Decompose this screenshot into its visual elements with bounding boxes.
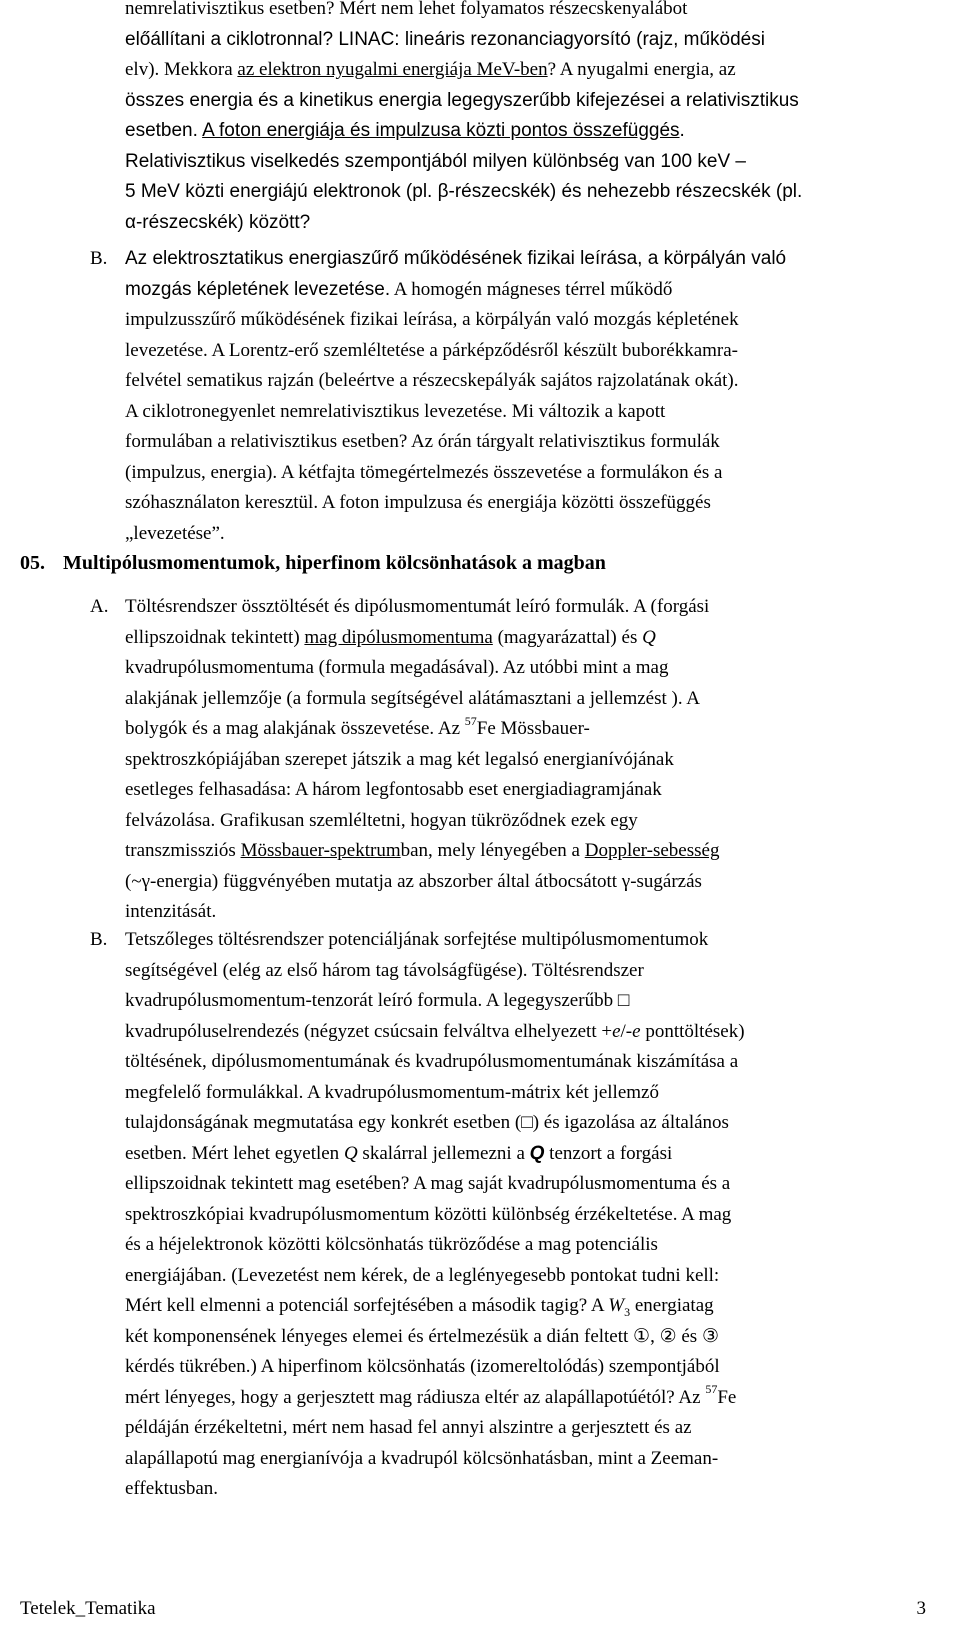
text-line: alapállapotú mag energianívója a kvadrupól kölcsönhatásban, mint a Zeeman-: [125, 1447, 719, 1469]
symbol-q: Q: [642, 626, 656, 648]
text-line: (~γ-energia) függvényében mutatja az abszorber által átbocsátott γ-sugárzás: [125, 870, 702, 892]
text-line: α-részecskék) között?: [125, 211, 311, 233]
text-line: Relativisztikus viselkedés szempontjából milyen különbség van 100 keV –: [125, 150, 746, 172]
prev-part-b: [90, 244, 915, 549]
text-line: szóhasználaton keresztül. A foton impulzusa és energiája közötti összefüggés: [125, 492, 711, 513]
text-fragment: bolygók és a mag alakjának összevetése. Az: [125, 718, 465, 739]
text-line: [125, 55, 915, 86]
text-fragment: esetben. Mért lehet egyetlen: [125, 1142, 344, 1164]
text-fragment: tenzort a forgási: [544, 1142, 673, 1164]
section-number: 05.: [20, 552, 45, 574]
text-line: effektusban.: [125, 1478, 219, 1499]
text-line: impulzusszűrő működésének fizikai leírása, a körpályán való mozgás képletének: [125, 309, 739, 330]
text-fragment: Fe: [717, 1386, 737, 1408]
text-fragment: .: [679, 120, 685, 141]
text-fragment: A homogén mágneses térrel működő: [390, 278, 673, 300]
text-fragment: mért lényeges, hogy a gerjesztett mag rádiusza eltér az alapállapotúétól? Az: [125, 1386, 706, 1408]
link-doppler-velocity[interactable]: Doppler-sebesség: [584, 840, 720, 861]
superscript-mass-number: 57: [705, 1382, 718, 1397]
text-line: kvadrupólusmomentum-tenzorát leíró formula. A legegyszerűbb □: [125, 990, 630, 1011]
text-line: Az elektrosztatikus energiaszűrő működésének fizikai leírása, a körpályán való: [125, 248, 787, 269]
text-line: példáján érzékeltetni, mért nem hasad fel annyi alszintre a gerjesztett és az: [125, 1417, 692, 1438]
text-fragment: transzmissziós: [125, 840, 241, 861]
text-line: nemrelativisztikus esetben? Mért nem lehet folyamatos részecskenyalábot: [125, 0, 688, 19]
part-marker: B.: [90, 929, 108, 950]
text-line: felvétel sematikus rajzán (beleértve a részecskepályák sajátos rajzolatának okát).: [125, 370, 739, 391]
text-line: két komponensének lényeges elemei és értelmezésük a dián feltett ①, ② és ③: [125, 1325, 719, 1347]
text-fragment: ? A nyugalmi energia, az: [547, 59, 736, 80]
text-line: [125, 1383, 915, 1414]
text-fragment: (magyarázattal) és: [492, 626, 643, 648]
symbol-e: e: [632, 1020, 641, 1042]
section-title: Multipólusmomentumok, hiperfinom kölcsönhatások a magban: [63, 552, 606, 574]
text-fragment: Fe Mössbauer-: [476, 718, 590, 739]
subscript-3: 3: [624, 1304, 631, 1319]
text-line: energiájában. (Levezetést nem kérek, de a leglényegesebb pontokat tudni kell:: [125, 1264, 720, 1286]
text-fragment: mozgás képletének levezetése.: [125, 278, 391, 300]
text-line: (impulzus, energia). A kétfajta tömegértelmezés összevetése a formulákon és a: [125, 461, 723, 483]
text-line: [125, 116, 915, 147]
link-nuclear-dipole-moment[interactable]: mag dipólusmomentuma: [304, 626, 493, 648]
part-marker: B.: [90, 248, 108, 269]
text-fragment: energiatag: [630, 1295, 714, 1316]
link-photon-energy-momentum[interactable]: A foton energiája és impulzusa közti pontos összefüggés: [202, 120, 680, 141]
text-fragment: skalárral jellemezni a: [357, 1142, 530, 1164]
superscript-mass-number: 57: [464, 713, 477, 728]
text-line: esetleges felhasadása: A három legfontosabb eset energiadiagramjának: [125, 779, 662, 800]
link-electron-rest-energy[interactable]: az elektron nyugalmi energiája MeV-ben: [237, 59, 548, 80]
text-line: és a héjelektronok közötti kölcsönhatás tükröződése a mag potenciális: [125, 1234, 658, 1255]
link-mossbauer-spectrum[interactable]: Mössbauer-spektrum: [240, 840, 401, 861]
text-line: 5 MeV közti energiájú elektronok (pl. β-részecskék) és nehezebb részecskék (pl.: [125, 181, 803, 202]
text-line: segítségével (elég az első három tag távolságfügése). Töltésrendszer: [125, 959, 644, 981]
symbol-q-tensor: Q: [529, 1142, 545, 1164]
text-line: alakjának jellemzője (a formula segítségével alátámasztani a jellemzést ). A: [125, 687, 701, 709]
symbol-w: W: [608, 1295, 625, 1316]
text-line: intenzitását.: [125, 901, 217, 922]
text-fragment: kvadrupóluselrendezés (négyzet csúcsain felváltva elhelyezett +: [125, 1020, 613, 1042]
text-line: kvadrupólusmomentuma (formula megadásával). Az utóbbi mint a mag: [125, 657, 669, 678]
text-line: formulában a relativisztikus esetben? Az órán tárgyalt relativisztikus formulák: [125, 431, 720, 452]
text-line: [125, 275, 915, 306]
text-fragment: elv). Mekkora: [125, 59, 238, 80]
text-line: kérdés tükrében.) A hiperfinom kölcsönhatás (izomereltolódás) szempontjából: [125, 1356, 720, 1377]
text-line: spektroszkópiai kvadrupólusmomentum közötti különbség érzékeltetése. A mag: [125, 1203, 732, 1225]
text-line: [125, 836, 915, 867]
text-line: [125, 1139, 915, 1170]
text-fragment: ellipszoidnak tekintett): [125, 626, 305, 648]
text-line: felvázolása. Grafikusan szemléltetni, hogyan tükröződnek ezek egy: [125, 809, 638, 831]
text-line: Töltésrendszer össztöltését és dipólusmomentumát leíró formulák. A (forgási: [125, 596, 710, 617]
text-line: ellipszoidnak tekintett mag esetében? A mag saját kvadrupólusmomentuma és a: [125, 1173, 731, 1194]
text-line: levezetése. A Lorentz-erő szemléltetése a párképződésről készült buborékkamra-: [125, 339, 738, 361]
text-fragment: Mért kell elmenni a potenciál sorfejtésében a második tagig? A: [125, 1295, 609, 1316]
part-b: [90, 925, 915, 1505]
text-line: A ciklotronegyenlet nemrelativisztikus levezetése. Mi változik a kapott: [125, 400, 666, 422]
text-line: tulajdonságának megmutatása egy konkrét esetben (□) és igazolása az általános: [125, 1112, 729, 1133]
footer-document-name: Tetelek_Tematika: [20, 1598, 156, 1619]
part-a: [90, 592, 915, 928]
symbol-q: Q: [343, 1142, 358, 1164]
text-line: megfelelő formulákkal. A kvadrupólusmomentum-mátrix két jellemző: [125, 1081, 659, 1103]
text-line: [125, 1017, 915, 1048]
intro-paragraph: [125, 0, 915, 238]
text-fragment: /-: [620, 1020, 633, 1042]
text-fragment: esetben.: [125, 120, 203, 141]
text-line: Tetszőleges töltésrendszer potenciáljának sorfejtése multipólusmomentumok: [125, 929, 709, 950]
text-line: töltésének, dipólusmomentumának és kvadrupólusmomentumának kiszámítása a: [125, 1051, 739, 1072]
page-number: 3: [916, 1598, 926, 1619]
text-line: összes energia és a kinetikus energia legegyszerűbb kifejezései a relativisztikus: [125, 89, 799, 111]
text-line: „levezetése”.: [125, 522, 225, 544]
text-line: [125, 1291, 915, 1322]
part-marker: A.: [90, 596, 109, 617]
text-line: spektroszkópiájában szerepet játszik a mag két legalsó energianívójának: [125, 748, 674, 770]
text-fragment: ban, mely lényegében a: [400, 840, 585, 861]
text-line: előállítani a ciklotronnal? LINAC: lineáris rezonanciagyorsító (rajz, működési: [125, 28, 765, 50]
text-fragment: ponttöltések): [640, 1020, 745, 1042]
text-line: [125, 623, 915, 654]
text-line: [125, 714, 915, 745]
symbol-e: e: [612, 1020, 621, 1042]
